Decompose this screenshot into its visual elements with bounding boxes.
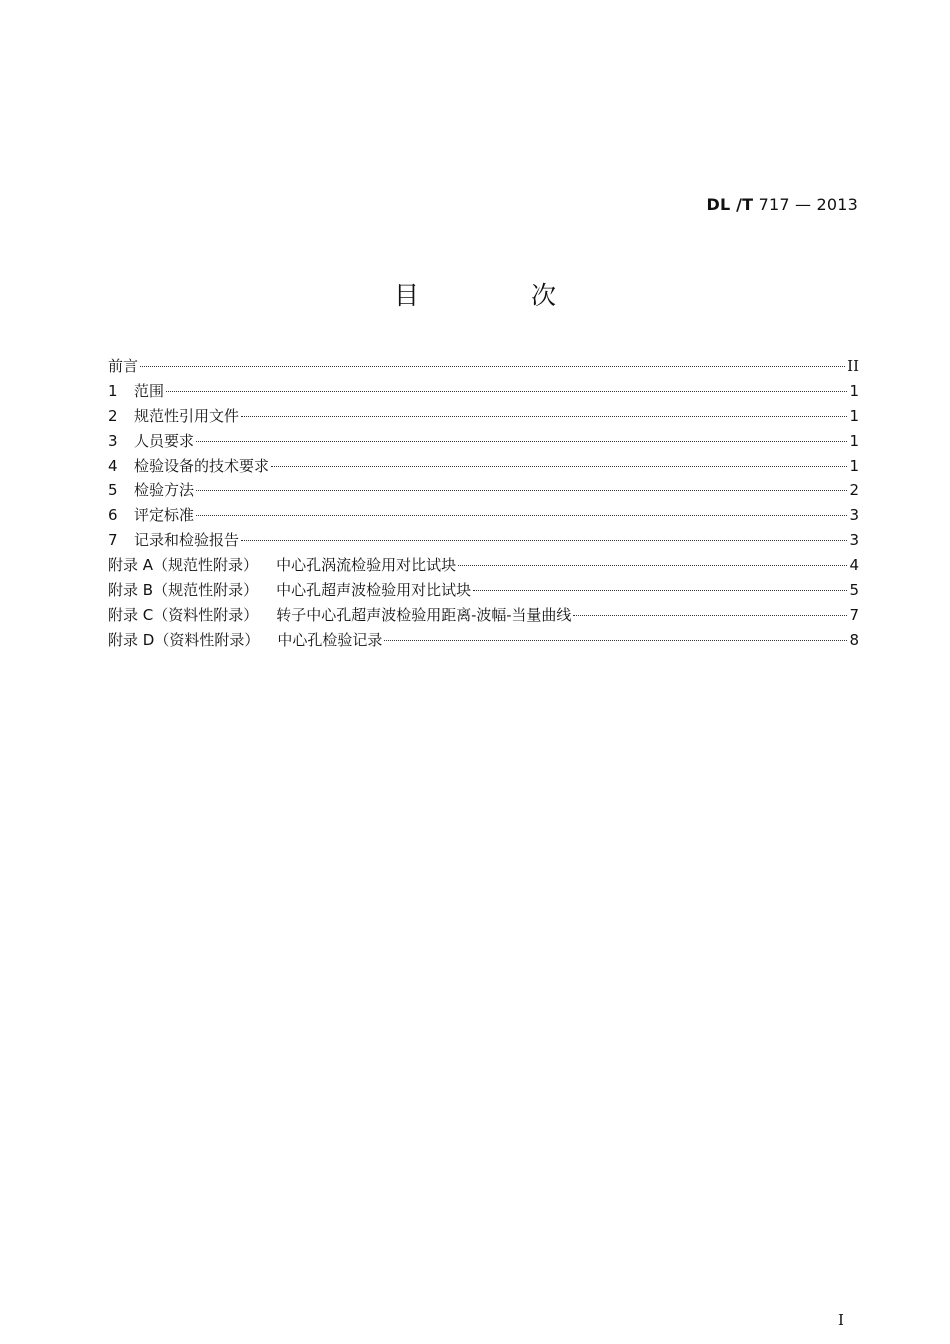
toc-entry-appendix-b[interactable] <box>108 578 859 603</box>
toc-entry-number: 7 <box>108 531 118 550</box>
toc-appendix-prefix: 附录 <box>108 581 139 600</box>
standard-code-number: 717 — 2013 <box>753 195 858 214</box>
toc-entry-7[interactable] <box>108 528 859 553</box>
table-of-contents <box>108 354 859 653</box>
toc-leader-dots <box>196 441 847 442</box>
toc-appendix-prefix: 附录 <box>108 556 139 575</box>
toc-leader-dots <box>271 466 847 467</box>
page-title: 目 次 <box>394 281 608 310</box>
toc-entry-appendix-c[interactable] <box>108 603 859 628</box>
toc-entry-number: 1 <box>108 381 118 400</box>
toc-entry-6[interactable] <box>108 503 859 528</box>
toc-entry-1[interactable] <box>108 379 859 404</box>
toc-entry-number: 5 <box>108 481 118 500</box>
toc-leader-dots <box>241 540 847 541</box>
toc-appendix-letter: A <box>138 556 154 575</box>
toc-leader-dots <box>473 590 847 591</box>
toc-entry-label: 范围 <box>134 381 165 400</box>
toc-appendix-kind: （资料性附录） <box>153 605 259 624</box>
toc-entry-4[interactable] <box>108 454 859 479</box>
toc-entry-page: 8 <box>849 630 859 649</box>
toc-leader-dots <box>166 391 847 392</box>
toc-entry-appendix-a[interactable] <box>108 553 859 578</box>
toc-leader-dots <box>573 615 847 616</box>
toc-entry-page: 2 <box>849 481 859 500</box>
toc-entry-number: 6 <box>108 506 118 525</box>
toc-entry-number: 3 <box>108 431 118 450</box>
toc-entry-page: II <box>847 357 859 375</box>
toc-entry-label: 中心孔超声波检验用对比试块 <box>276 581 472 600</box>
toc-entry-5[interactable] <box>108 478 859 503</box>
toc-entry-page: 1 <box>849 431 859 450</box>
toc-entry-label: 中心孔涡流检验用对比试块 <box>276 556 457 575</box>
toc-leader-dots <box>140 366 845 367</box>
toc-entry-label: 中心孔检验记录 <box>277 630 383 649</box>
toc-entry-number: 4 <box>108 456 118 475</box>
toc-entry-page: 7 <box>849 605 859 624</box>
toc-entry-label: 人员要求 <box>134 431 195 450</box>
toc-appendix-prefix: 附录 <box>108 630 139 649</box>
standard-code-prefix: DL /T <box>706 195 754 214</box>
toc-leader-dots <box>458 565 847 566</box>
toc-appendix-letter: C <box>138 605 154 624</box>
toc-leader-dots <box>196 515 847 516</box>
toc-entry-appendix-d[interactable] <box>108 628 859 653</box>
toc-appendix-kind: （资料性附录） <box>154 630 260 649</box>
toc-leader-dots <box>241 416 847 417</box>
toc-entry-3[interactable] <box>108 429 859 454</box>
toc-entry-label: 评定标准 <box>134 506 195 525</box>
toc-appendix-letter: D <box>138 630 155 649</box>
toc-appendix-kind: （规范性附录） <box>153 556 259 575</box>
toc-leader-dots <box>196 490 847 491</box>
toc-appendix-prefix: 附录 <box>108 605 139 624</box>
toc-entry-label: 检验设备的技术要求 <box>134 456 270 475</box>
toc-appendix-letter: B <box>138 581 154 600</box>
toc-entry-number: 2 <box>108 406 118 425</box>
toc-entry-page: 1 <box>849 456 859 475</box>
toc-entry-page: 5 <box>849 581 859 600</box>
toc-entry-label: 规范性引用文件 <box>134 406 240 425</box>
toc-appendix-heading <box>108 628 259 653</box>
toc-entry-2[interactable] <box>108 404 859 429</box>
toc-entry-label: 记录和检验报告 <box>134 531 240 550</box>
toc-entry-label: 检验方法 <box>134 481 195 500</box>
toc-entry-label: 前言 <box>108 357 139 375</box>
toc-appendix-heading <box>108 553 258 578</box>
toc-entry-label: 转子中心孔超声波检验用距离-波幅-当量曲线 <box>276 605 572 624</box>
toc-entry-page: 3 <box>849 531 859 550</box>
standard-code <box>706 195 858 214</box>
toc-appendix-kind: （规范性附录） <box>153 581 259 600</box>
toc-appendix-heading <box>108 603 258 628</box>
toc-leader-dots <box>384 640 847 641</box>
page-number: I <box>838 1311 844 1329</box>
toc-appendix-heading <box>108 578 258 603</box>
toc-entry-page: 4 <box>849 556 859 575</box>
toc-entry-foreword[interactable] <box>108 354 859 379</box>
toc-entry-page: 1 <box>849 406 859 425</box>
toc-entry-page: 3 <box>849 506 859 525</box>
toc-entry-page: 1 <box>849 381 859 400</box>
